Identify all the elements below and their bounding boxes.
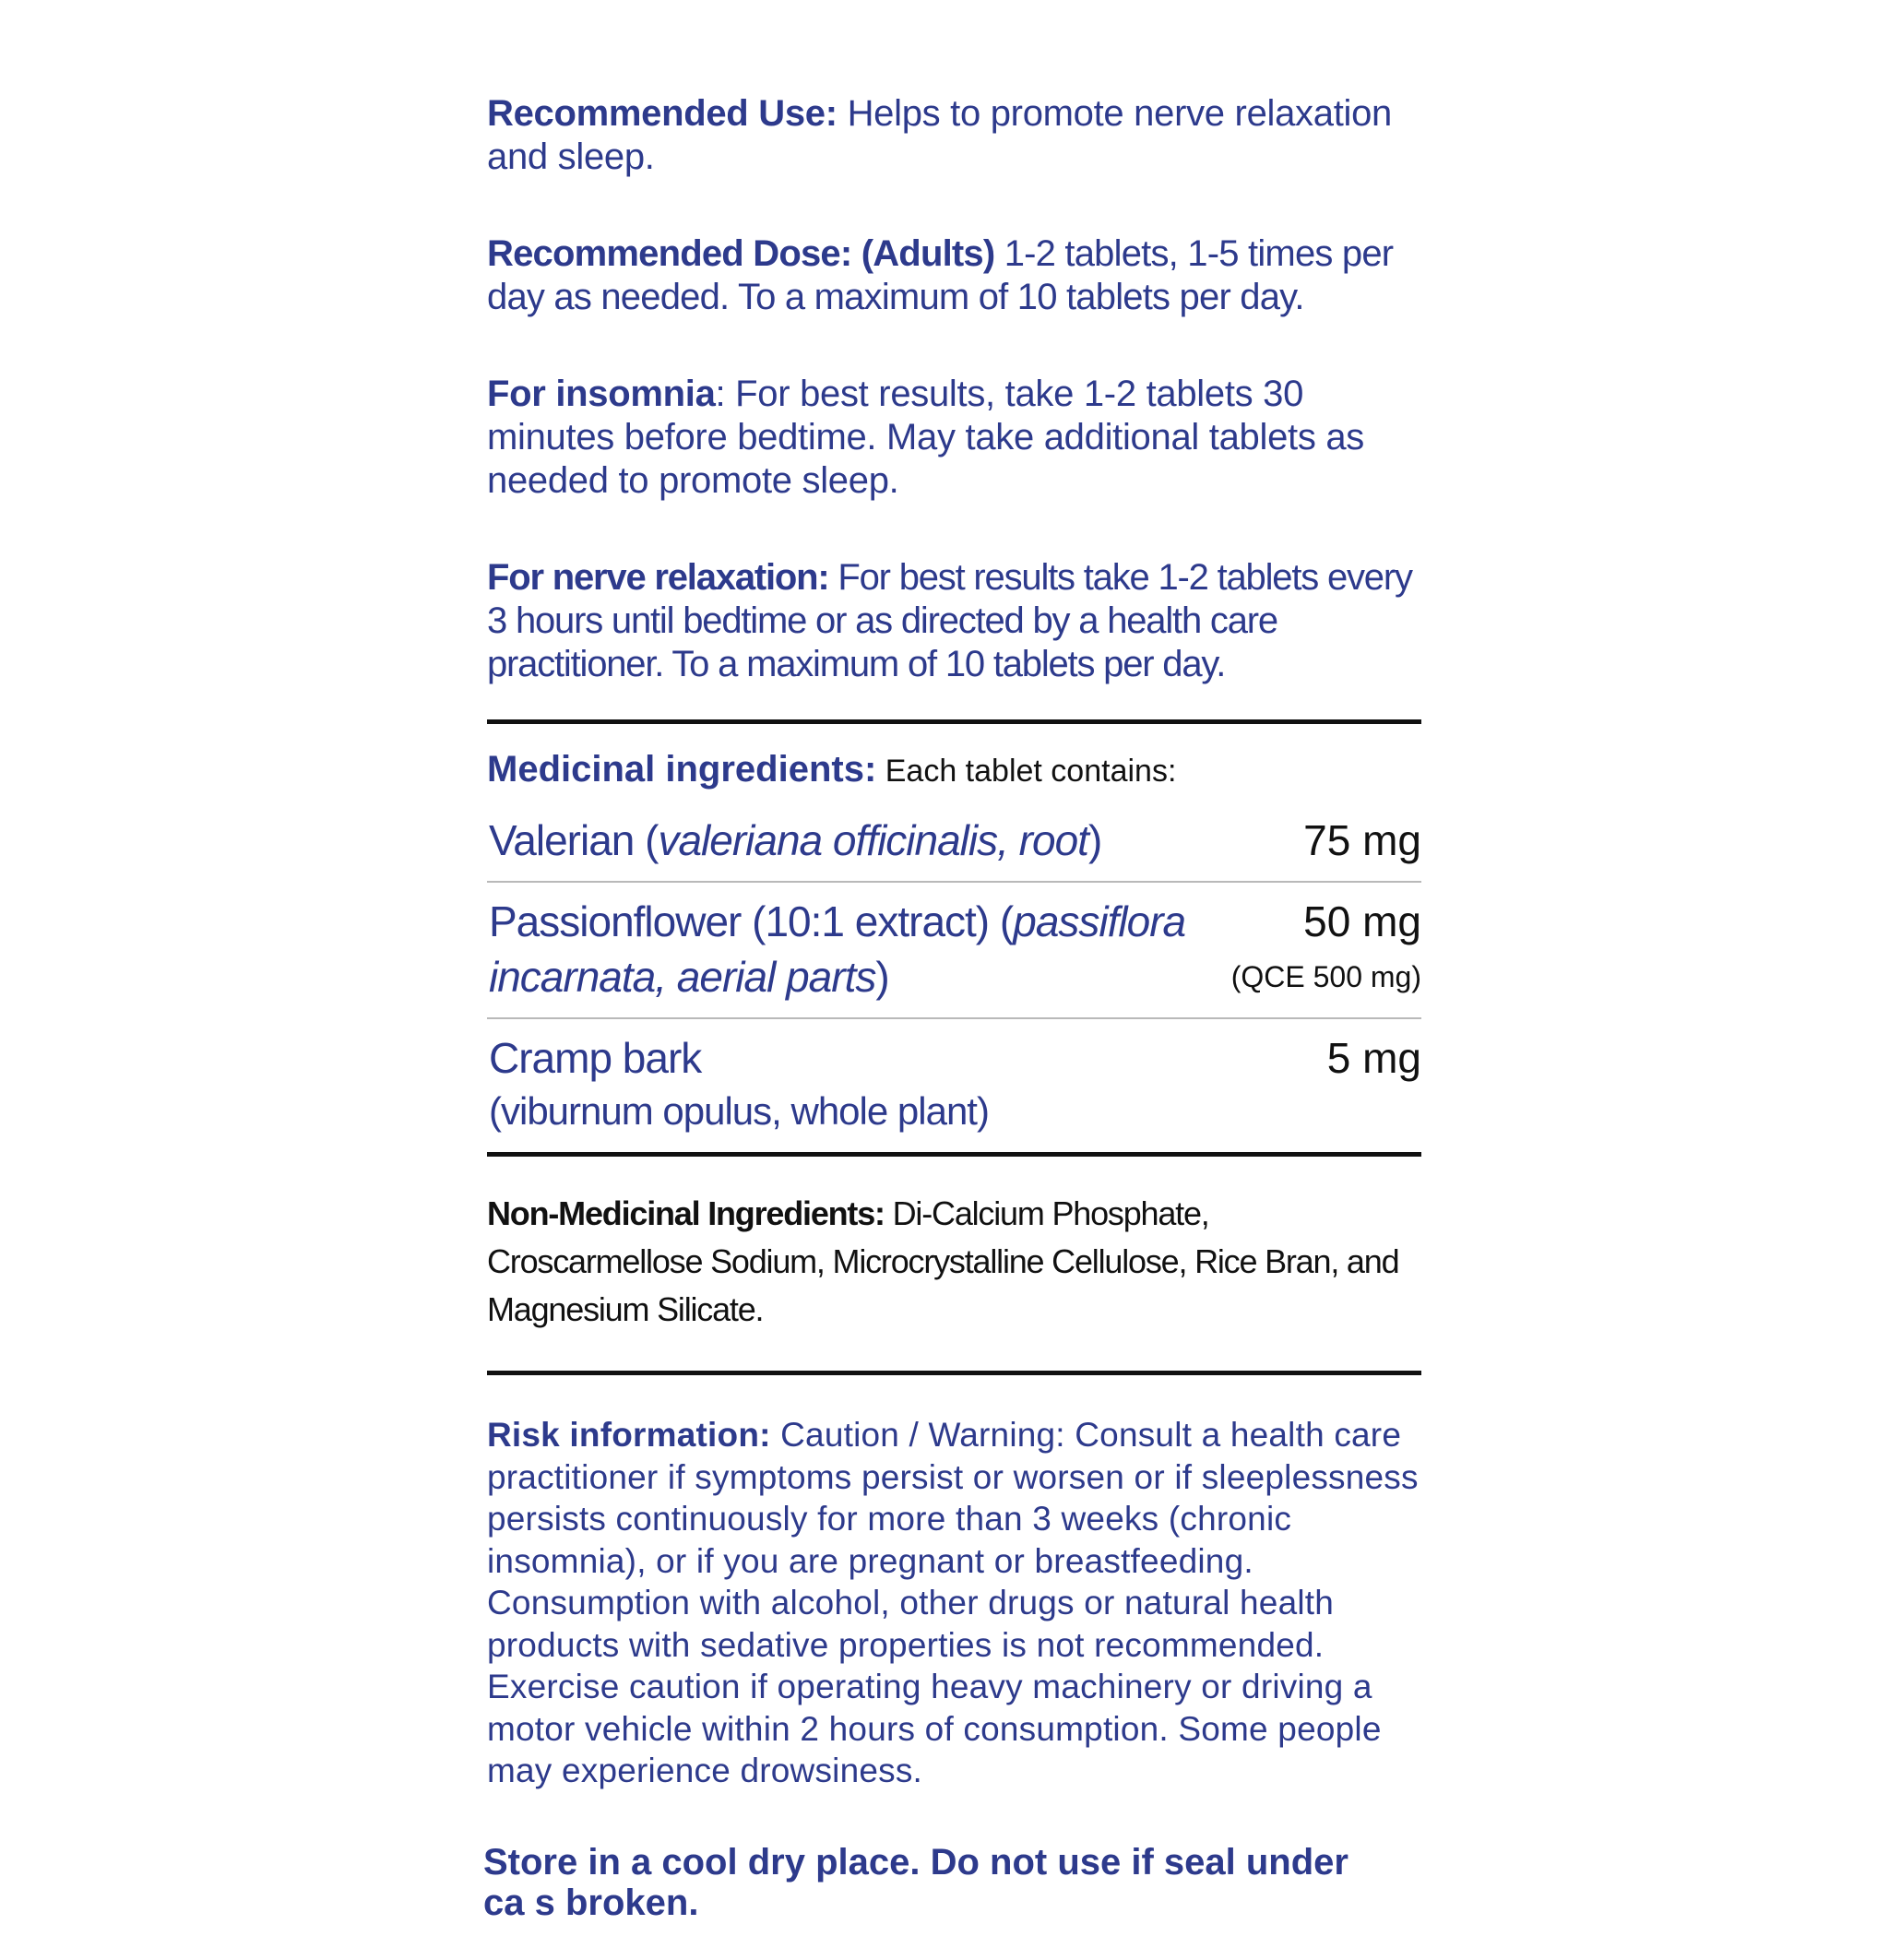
ingredient-common-name: Valerian ( bbox=[489, 816, 659, 864]
recommended-use bbox=[487, 92, 1423, 179]
divider-top bbox=[487, 719, 1421, 724]
storage-instructions: Store in a cool dry place. Do not use if seal under ca s broken. bbox=[483, 1841, 1348, 1923]
non-medicinal-ingredients bbox=[487, 1190, 1423, 1334]
ingredient-name bbox=[489, 813, 1208, 868]
ingredient-amount-value: 5 mg bbox=[1326, 1034, 1421, 1082]
ingredient-row bbox=[487, 883, 1423, 1017]
ingredient-amount bbox=[1231, 894, 1421, 1004]
divider-bottom bbox=[487, 1371, 1421, 1375]
ingredient-common-name: Passionflower (10:1 extract) ( bbox=[489, 897, 1014, 945]
insomnia-text: : For best results, take 1-2 tablets 30 minutes before bedtime. May take additional tablets as needed to promote sleep. bbox=[487, 374, 1365, 501]
nerve-relaxation-text: For best results take 1-2 tablets every 3 hours until bedtime or as directed by a health care practitioner. To a maximum of 10 tablets per day. bbox=[487, 557, 1412, 684]
label-panel bbox=[483, 92, 1423, 1960]
ingredient-amount bbox=[1327, 1030, 1421, 1137]
ingredient-latin-name: valeriana officinalis, root bbox=[658, 816, 1088, 864]
recommended-use-label: Recommended Use: bbox=[487, 93, 838, 134]
recommended-dose-text: 1-2 tablets, 1-5 times per day as needed. To a maximum of 10 tablets per day. bbox=[487, 233, 1394, 317]
recommended-dose bbox=[487, 232, 1423, 319]
risk-information-label: Risk information: bbox=[487, 1416, 771, 1454]
medicinal-ingredients-label: Medicinal ingredients: bbox=[487, 749, 877, 790]
ingredient-qce-note: (QCE 500 mg) bbox=[1230, 960, 1421, 993]
nerve-relaxation-directions bbox=[487, 556, 1423, 686]
ingredient-amount-value: 75 mg bbox=[1303, 816, 1421, 864]
medicinal-ingredients-heading bbox=[487, 746, 1423, 794]
ingredient-row bbox=[487, 1019, 1423, 1152]
risk-information-text: Caution / Warning: Consult a health care practitioner if symptoms persist or worsen or if sleeplessness persists continuously for more than 3 weeks (chronic insomnia), or if you are pregnant or breastfeeding. Consumption with alcohol, other drugs or natural health products with sedative properties is not recommended. Exercise caution if operating heavy machinery or driving a motor vehicle within 2 hours of consumption. Some people may experience drowsiness. bbox=[487, 1416, 1419, 1789]
divider-middle bbox=[487, 1152, 1421, 1157]
insomnia-directions bbox=[487, 373, 1423, 503]
ingredient-close-paren: ) bbox=[1087, 816, 1102, 864]
ingredient-amount bbox=[1303, 813, 1421, 868]
risk-information bbox=[487, 1414, 1423, 1792]
ingredient-latin-name: passiflora incarnata, aerial parts bbox=[489, 897, 1186, 1001]
ingredient-row bbox=[487, 802, 1423, 881]
ingredient-amount-value: 50 mg bbox=[1303, 897, 1421, 945]
recommended-use-text: Helps to promote nerve relaxation and sleep. bbox=[487, 93, 1392, 177]
ingredient-common-name: Cramp bark bbox=[489, 1034, 702, 1082]
nerve-relaxation-label: For nerve relaxation: bbox=[487, 557, 829, 598]
ingredient-name bbox=[489, 1030, 1208, 1137]
ingredient-latin-name: (viburnum opulus, whole plant) bbox=[489, 1089, 989, 1133]
medicinal-ingredients-subtitle: Each tablet contains: bbox=[876, 754, 1177, 789]
insomnia-label: For insomnia bbox=[487, 374, 716, 414]
ingredient-name bbox=[489, 894, 1199, 1004]
ingredient-close-paren: ) bbox=[875, 953, 889, 1001]
recommended-dose-label: Recommended Dose: (Adults) bbox=[487, 233, 995, 274]
non-medicinal-text: Di-Calcium Phosphate, Croscarmellose Sodium, Microcrystalline Cellulose, Rice Bran, and Magnesium Silicate. bbox=[487, 1194, 1399, 1328]
non-medicinal-label: Non-Medicinal Ingredients: bbox=[487, 1194, 885, 1232]
